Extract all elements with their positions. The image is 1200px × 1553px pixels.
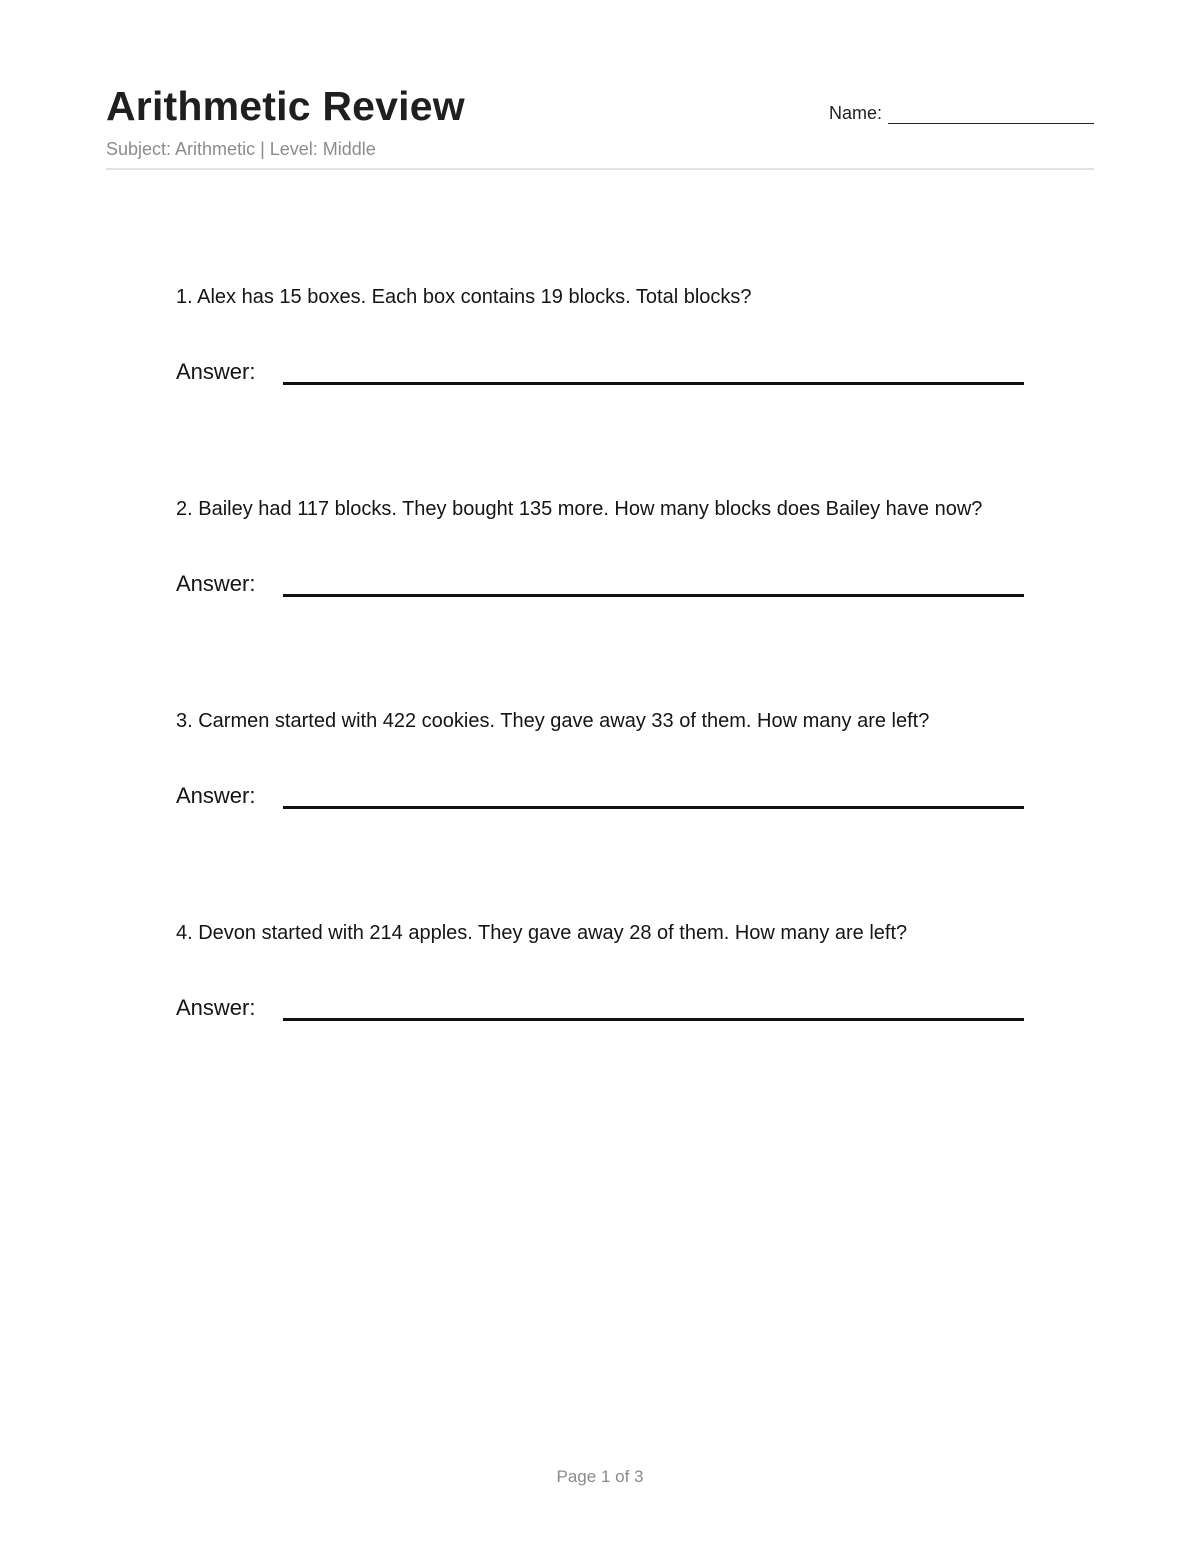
answer-label: Answer: — [176, 995, 256, 1020]
page-number: Page 1 of 3 — [556, 1467, 644, 1486]
answer-blank-line[interactable] — [283, 806, 1024, 809]
answer-row[interactable] — [176, 570, 1024, 600]
question-text: 1. Alex has 15 boxes. Each box contains 19 blocks. Total blocks? — [176, 286, 752, 308]
answer-row[interactable] — [176, 994, 1024, 1024]
question-list — [176, 284, 1076, 1132]
name-label: Name: — [828, 103, 882, 123]
answer-blank-line[interactable] — [283, 382, 1024, 385]
answer-label: Answer: — [176, 783, 256, 808]
question-text: 4. Devon started with 214 apples. They gave away 28 of them. How many are left? — [176, 922, 908, 944]
answer-label: Answer: — [176, 359, 256, 384]
answer-row[interactable] — [176, 358, 1024, 388]
question-text: 3. Carmen started with 422 cookies. They gave away 33 of them. How many are left? — [176, 710, 930, 732]
name-blank-line[interactable] — [888, 103, 1094, 124]
subject-level-line: Subject: Arithmetic | Level: Middle — [106, 139, 376, 159]
answer-row[interactable] — [176, 782, 1024, 812]
worksheet-header — [106, 80, 1094, 170]
page-title: Arithmetic Review — [106, 83, 465, 129]
name-field[interactable] — [829, 102, 1094, 124]
answer-label: Answer: — [176, 571, 256, 596]
answer-blank-line[interactable] — [283, 1018, 1024, 1021]
question-item — [176, 284, 1076, 496]
question-item — [176, 920, 1076, 1132]
question-text: 2. Bailey had 117 blocks. They bought 135 more. How many blocks does Bailey have now? — [176, 498, 983, 520]
question-item — [176, 496, 1076, 708]
answer-blank-line[interactable] — [283, 594, 1024, 597]
question-item — [176, 708, 1076, 920]
